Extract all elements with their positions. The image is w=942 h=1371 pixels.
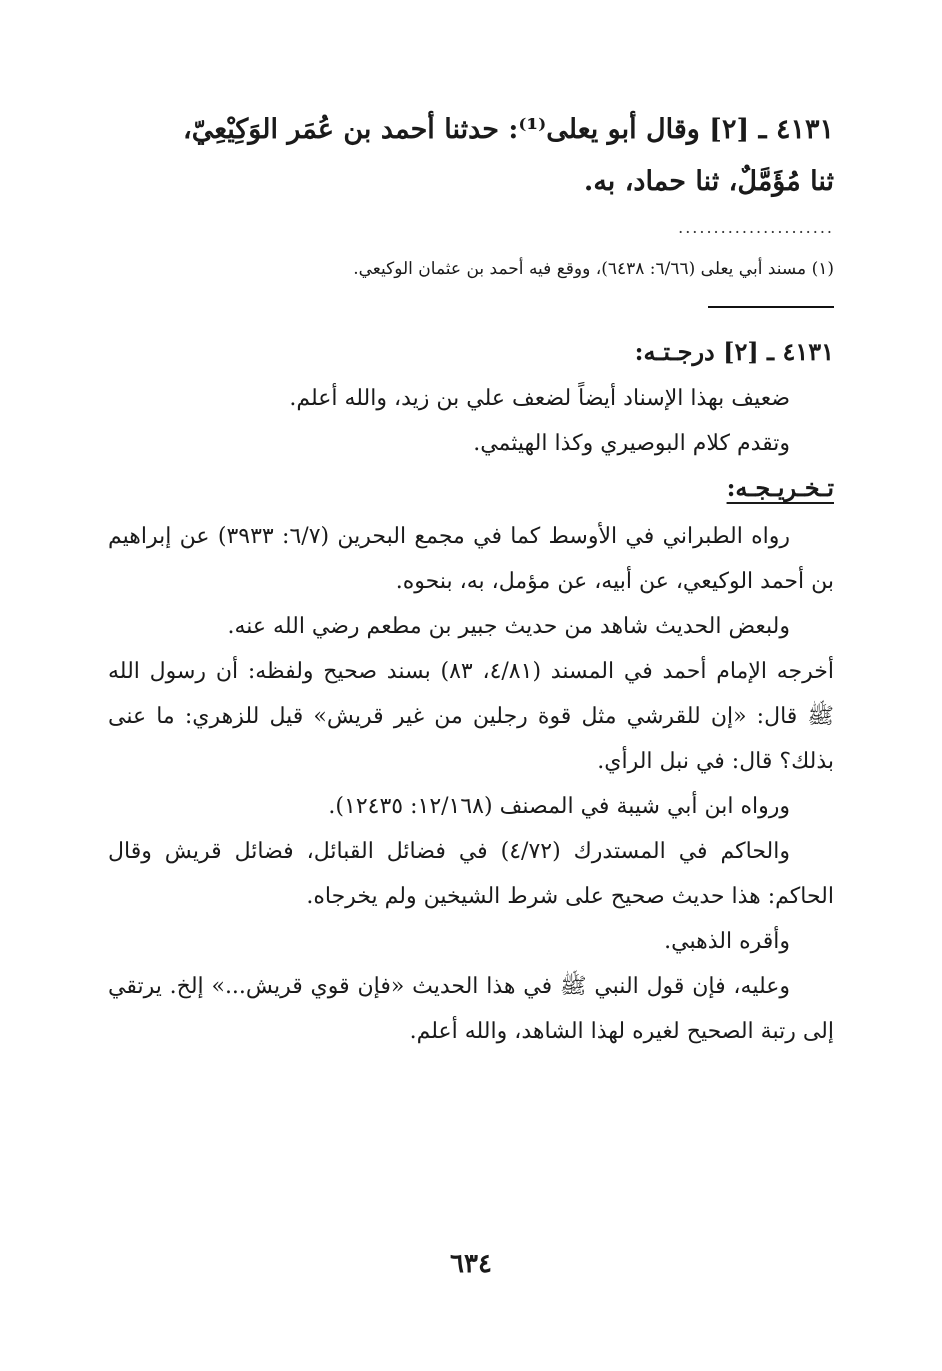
takhrij-paragraph: رواه الطبراني في الأوسط كما في مجمع البحرين (٦/٧: ٣٩٣٣) عن إبراهيم بن أحمد الوكيعي، عن أبيه، عن مؤمل، به، بنحوه. — [108, 524, 834, 594]
grade-heading: ٤١٣١ ـ [٢] درجـتـه: — [634, 337, 834, 366]
takhrij-paragraph: والحاكم في المستدرك (٤/٧٢) في فضائل القبائل، فضائل قريش وقال الحاكم: هذا حديث صحيح على شرط الشيخين ولم يخرجاه. — [108, 839, 834, 909]
section-divider — [708, 306, 834, 308]
grade-paragraph: ضعيف بهذا الإسناد أيضاً لضعف علي بن زيد، والله أعلم. — [289, 386, 790, 411]
takhrij-paragraph: وعليه، فإن قول النبي ﷺ في هذا الحديث «فإن قوي قريش...» إلخ. يرتقي إلى رتبة الصحيح لغيره لهذا الشاهد، والله أعلم. — [108, 974, 834, 1044]
takhrij-paragraph: ورواه ابن أبي شيبة في المصنف (١٢/١٦٨: ١٢٤٣٥). — [328, 794, 790, 819]
footnote-marker: (١) — [811, 259, 834, 279]
footnote-text: مسند أبي يعلى (٦/٦٦: ٦٤٣٨)، ووقع فيه أحمد بن عثمان الوكيعي. — [353, 259, 807, 279]
takhrij-section — [108, 514, 834, 1054]
hadith-line: ٤١٣١ ـ [٢] وقال أبو يعلى⁽¹⁾: حدثنا أحمد بن عُمَر الوَكِيْعِيّ، — [183, 114, 834, 145]
hadith-line: ثنا مُؤَمَّلٌ، ثنا حماد، به. — [583, 166, 834, 197]
takhrij-paragraph: ولبعض الحديث شاهد من حديث جبير بن مطعم رضي الله عنه. — [227, 614, 790, 639]
grade-section — [108, 376, 834, 466]
takhrij-paragraph: أخرجه الإمام أحمد في المسند (٤/٨١، ٨٣) بسند صحيح ولفظه: أن رسول الله ﷺ قال: «إن للقرشي مثل قوة رجلين من غير قريش» قيل للزهري: ما عنى بذلك؟ قال: في نبل الرأي. — [108, 659, 834, 774]
grade-paragraph: وتقدم كلام البوصيري وكذا الهيثمي. — [473, 431, 790, 456]
hadith-text — [108, 104, 834, 208]
footnote-dotted-separator: ...................... — [678, 218, 834, 237]
footnote — [108, 254, 834, 284]
takhrij-heading: تـخـريـجـه: — [726, 473, 834, 502]
page-number: ٦٣٤ — [450, 1249, 492, 1279]
takhrij-paragraph: وأقره الذهبي. — [664, 929, 790, 954]
